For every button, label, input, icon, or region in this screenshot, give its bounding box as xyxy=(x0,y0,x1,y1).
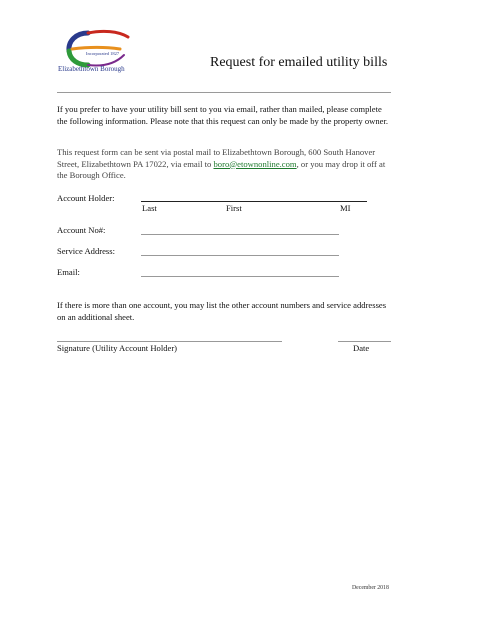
revision-date: December 2018 xyxy=(352,585,389,591)
mail-info-paragraph xyxy=(57,147,392,182)
account-number-label: Account No#: xyxy=(57,225,106,235)
last-name-label: Last xyxy=(142,203,157,213)
title-divider xyxy=(57,92,391,93)
signature-label: Signature (Utility Account Holder) xyxy=(57,343,178,353)
borough-email-link[interactable]: boro@etownonline.com xyxy=(213,158,297,169)
additional-accounts-note: If there is more than one account, you may list the other account numbers and service addresses on an additional sheet. xyxy=(57,300,387,322)
signature-field[interactable] xyxy=(57,341,282,342)
account-holder-label: Account Holder: xyxy=(57,193,115,203)
mail-info-text: This request form can be sent via postal mail to Elizabethtown Borough, 600 South Hanover Street, Elizabethtown PA 17022, via email to xyxy=(57,147,376,169)
service-address-field[interactable] xyxy=(141,255,339,256)
account-holder-field[interactable] xyxy=(141,201,367,202)
email-label: Email: xyxy=(57,267,80,277)
page-title: Request for emailed utility bills xyxy=(210,55,388,70)
intro-paragraph: If you prefer to have your utility bill sent to you via email, rather than mailed, please complete the following information. Please note that this request can only be made by the property owner. xyxy=(57,104,389,126)
account-number-field[interactable] xyxy=(141,234,339,235)
middle-initial-label: MI xyxy=(340,203,351,213)
mail-info-text-end: , or you may drop it off at the Borough Office. xyxy=(57,158,386,180)
logo-tagline: Incorporated 1827 xyxy=(86,51,120,56)
date-field[interactable] xyxy=(338,341,391,342)
first-name-label: First xyxy=(226,203,242,213)
date-label: Date xyxy=(353,343,370,353)
service-address-label: Service Address: xyxy=(57,246,115,256)
email-field[interactable] xyxy=(141,276,339,277)
logo-name: Elizabethtown Borough xyxy=(58,65,125,73)
